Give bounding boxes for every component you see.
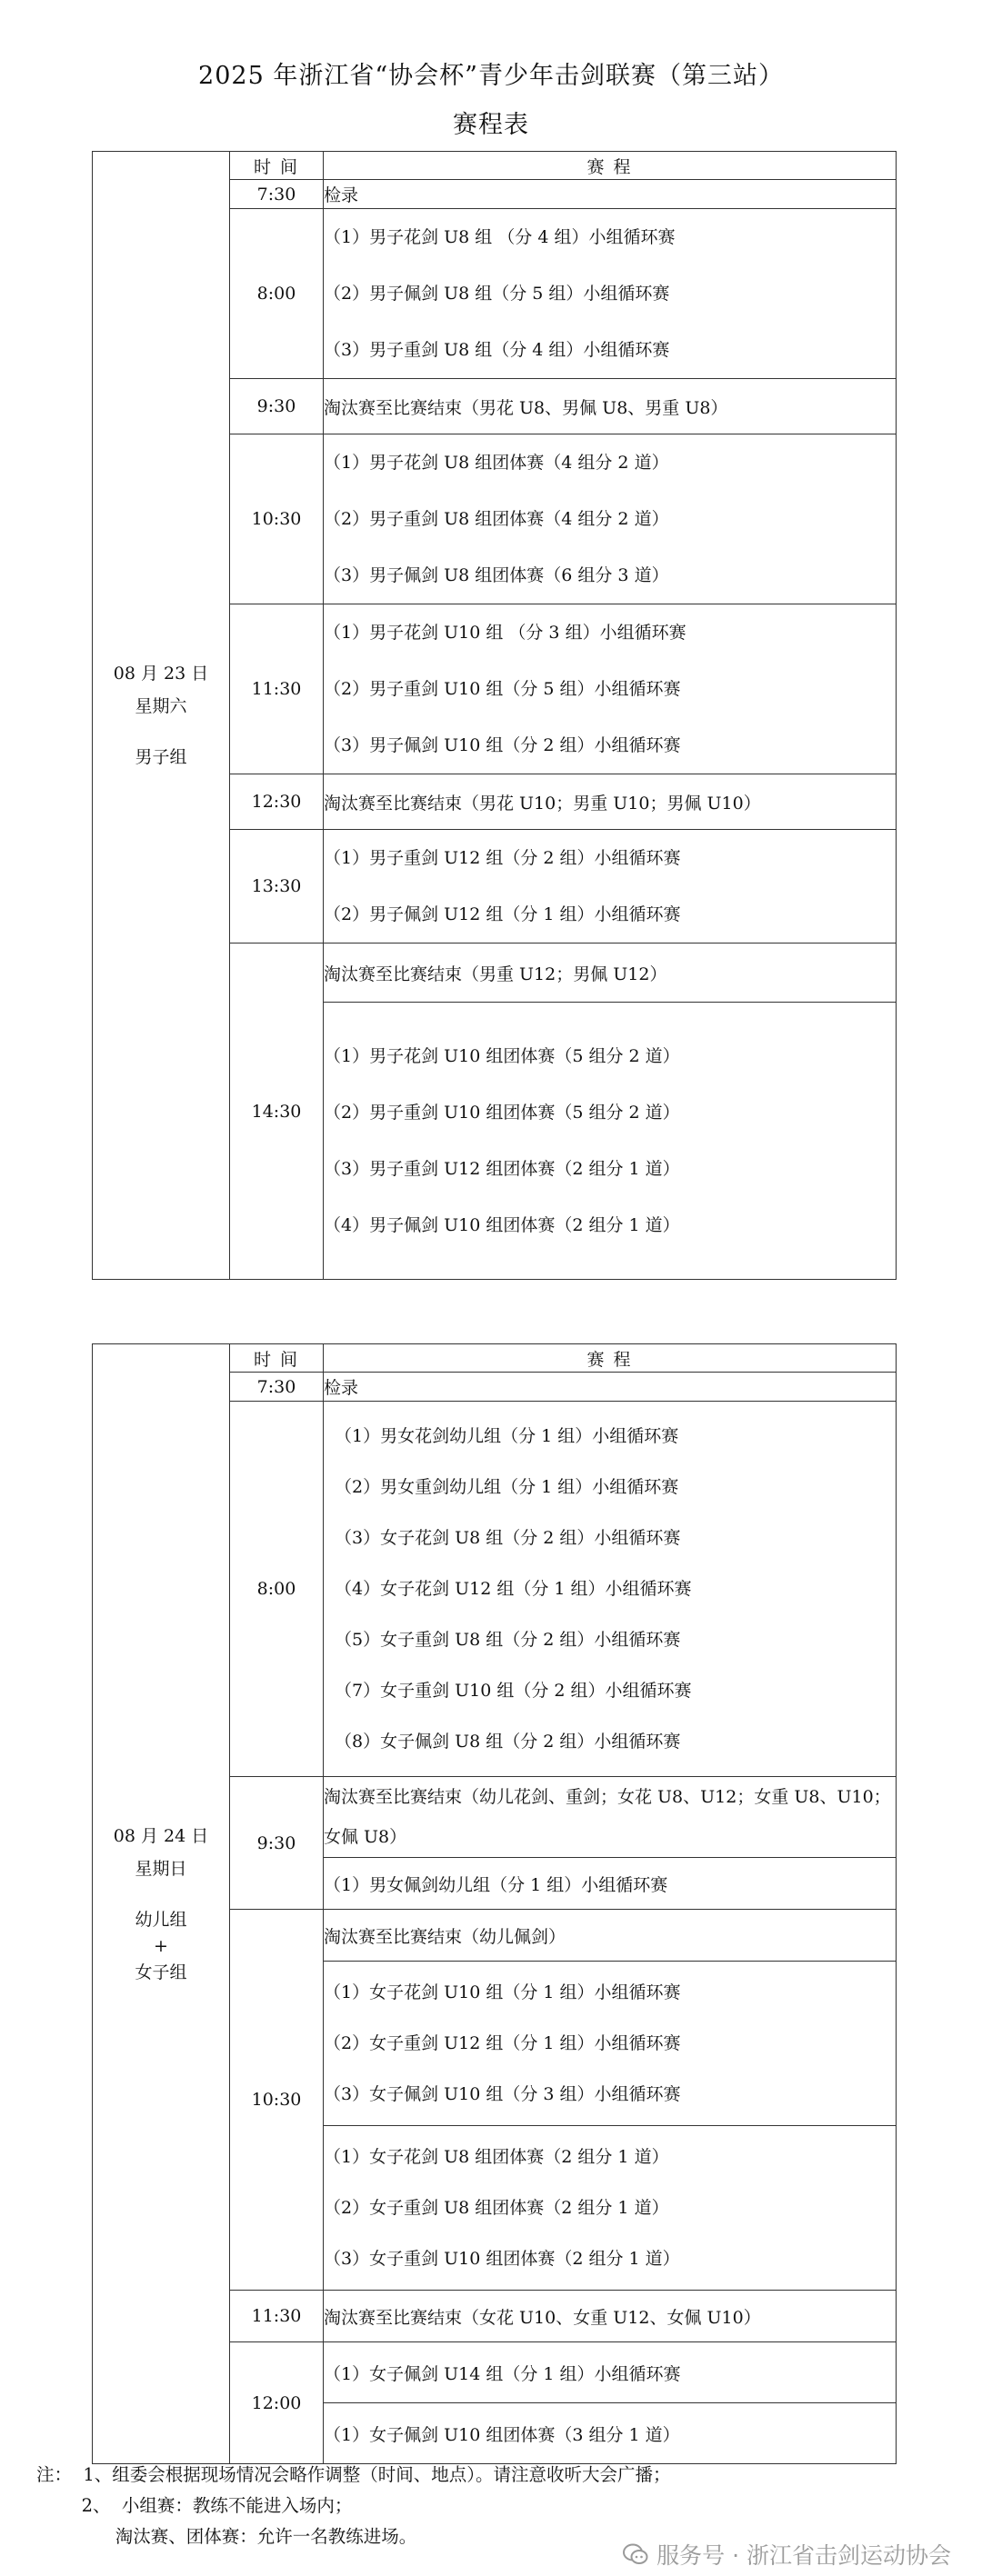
event-item: （1）男女花剑幼儿组（分 1 组）小组循环赛	[335, 1426, 679, 1446]
event-item: （1）女子花剑 U10 组（分 1 组）小组循环赛	[324, 1982, 681, 2002]
event-item: （1）男女佩剑幼儿组（分 1 组）小组循环赛	[324, 1858, 897, 1910]
time-cell: 11:30	[230, 604, 324, 774]
time-cell: 13:30	[230, 830, 324, 944]
event-item: （1）女子花剑 U8 组团体赛（2 组分 1 道）	[324, 2147, 669, 2167]
event-item: （1）女子佩剑 U10 组团体赛（3 组分 1 道）	[324, 2403, 897, 2464]
chat-bubble-icon	[622, 2541, 649, 2568]
knockout-cell: 淘汰赛至比赛结束（女花 U10、女重 U12、女佩 U10）	[324, 2291, 897, 2342]
event-item: （8）女子佩剑 U8 组（分 2 组）小组循环赛	[335, 1732, 681, 1752]
day2-label-cell	[93, 1344, 230, 2464]
day2-plus: +	[154, 1935, 168, 1956]
day1-label-cell	[93, 152, 230, 1280]
event-item: （5）女子重剑 U8 组（分 2 组）小组循环赛	[335, 1630, 681, 1650]
event-item: （3）男子重剑 U8 组（分 4 组）小组循环赛	[324, 340, 670, 360]
knockout-cell: 淘汰赛至比赛结束（幼儿佩剑）	[324, 1910, 897, 1962]
event-item: （2）男女重剑幼儿组（分 1 组）小组循环赛	[335, 1477, 679, 1497]
event-list	[324, 1962, 897, 2126]
event-item: （2）女子重剑 U12 组（分 1 组）小组循环赛	[324, 2033, 681, 2053]
checkin-cell: 检录	[324, 1373, 897, 1402]
day2-group-a: 幼儿组	[135, 1909, 187, 1930]
day2-group-b: 女子组	[135, 1962, 187, 1982]
document-subtitle: 赛程表	[453, 111, 529, 139]
event-list	[324, 604, 897, 774]
time-cell: 8:00	[230, 1402, 324, 1777]
event-item: （3）女子重剑 U10 组团体赛（2 组分 1 道）	[324, 2249, 680, 2269]
schedule-table-day1	[92, 151, 897, 1280]
header-time: 时 间	[230, 152, 324, 180]
time-cell: 7:30	[230, 1373, 324, 1402]
event-list	[324, 434, 897, 604]
note-line-3: 淘汰赛、团体赛：允许一名教练进场。	[36, 2526, 417, 2547]
day1-date: 08 月 23 日	[113, 664, 209, 684]
event-item: （1）男子花剑 U8 组团体赛（4 组分 2 道）	[324, 453, 669, 473]
event-item: （3）女子花剑 U8 组（分 2 组）小组循环赛	[335, 1528, 681, 1548]
watermark	[622, 2538, 951, 2571]
event-item: （3）女子佩剑 U10 组（分 3 组）小组循环赛	[324, 2084, 681, 2104]
event-item: （4）女子花剑 U12 组（分 1 组）小组循环赛	[335, 1579, 692, 1599]
header-schedule: 赛 程	[324, 152, 897, 180]
event-item: （2）男子佩剑 U8 组（分 5 组）小组循环赛	[324, 284, 670, 304]
time-cell: 7:30	[230, 180, 324, 209]
note-line-2: 2、 小组赛：教练不能进入场内；	[36, 2495, 353, 2516]
event-item: （2）男子重剑 U8 组团体赛（4 组分 2 道）	[324, 509, 669, 529]
event-item: （4）男子佩剑 U10 组团体赛（2 组分 1 道）	[324, 1215, 680, 1235]
knockout-cell: 淘汰赛至比赛结束（幼儿花剑、重剑；女花 U8、U12；女重 U8、U10；女佩 U8）	[324, 1777, 897, 1858]
event-item: （2）女子重剑 U8 组团体赛（2 组分 1 道）	[324, 2198, 669, 2218]
time-cell: 12:00	[230, 2342, 324, 2464]
time-cell: 11:30	[230, 2291, 324, 2342]
event-list	[324, 1402, 897, 1777]
time-cell: 8:00	[230, 209, 324, 379]
day2-weekday: 星期日	[135, 1858, 187, 1879]
event-item: （3）男子佩剑 U10 组（分 2 组）小组循环赛	[324, 735, 681, 755]
event-item: （2）男子佩剑 U12 组（分 1 组）小组循环赛	[324, 904, 681, 924]
header-time: 时 间	[230, 1344, 324, 1373]
note-line-1: 注： 1、组委会根据现场情况会略作调整（时间、地点）。请注意收听大会广播；	[36, 2464, 671, 2485]
time-cell: 12:30	[230, 774, 324, 830]
day1-group: 男子组	[135, 747, 187, 767]
event-list	[324, 1003, 897, 1280]
event-list	[324, 830, 897, 944]
schedule-table-day2	[92, 1343, 897, 2464]
event-item: （2）男子重剑 U10 组（分 5 组）小组循环赛	[324, 679, 681, 699]
event-item: （2）男子重剑 U10 组团体赛（5 组分 2 道）	[324, 1103, 680, 1123]
header-schedule: 赛 程	[324, 1344, 897, 1373]
knockout-cell: 淘汰赛至比赛结束（男花 U8、男佩 U8、男重 U8）	[324, 379, 897, 434]
checkin-cell: 检录	[324, 180, 897, 209]
event-item: （1）男子重剑 U12 组（分 2 组）小组循环赛	[324, 848, 681, 868]
event-item: （1）女子佩剑 U14 组（分 1 组）小组循环赛	[324, 2342, 897, 2403]
knockout-cell: 淘汰赛至比赛结束（男花 U10；男重 U10；男佩 U10）	[324, 774, 897, 830]
document-title: 2025 年浙江省“协会杯”青少年击剑联赛（第三站）	[198, 62, 784, 90]
event-item: （7）女子重剑 U10 组（分 2 组）小组循环赛	[335, 1681, 692, 1701]
day1-weekday: 星期六	[135, 696, 187, 716]
event-item: （3）男子佩剑 U8 组团体赛（6 组分 3 道）	[324, 565, 669, 585]
event-list	[324, 209, 897, 379]
time-cell: 9:30	[230, 1777, 324, 1910]
time-cell: 10:30	[230, 1910, 324, 2291]
time-cell: 9:30	[230, 379, 324, 434]
watermark-text: 服务号 · 浙江省击剑运动协会	[656, 2542, 951, 2569]
event-item: （1）男子花剑 U8 组 （分 4 组）小组循环赛	[324, 227, 676, 247]
event-list	[324, 2126, 897, 2291]
time-cell: 10:30	[230, 434, 324, 604]
event-item: （1）男子花剑 U10 组 （分 3 组）小组循环赛	[324, 623, 686, 643]
event-item: （3）男子重剑 U12 组团体赛（2 组分 1 道）	[324, 1159, 680, 1179]
time-cell: 14:30	[230, 944, 324, 1280]
knockout-cell: 淘汰赛至比赛结束（男重 U12；男佩 U12）	[324, 944, 897, 1003]
event-item: （1）男子花剑 U10 组团体赛（5 组分 2 道）	[324, 1046, 680, 1066]
day2-date: 08 月 24 日	[113, 1825, 209, 1846]
